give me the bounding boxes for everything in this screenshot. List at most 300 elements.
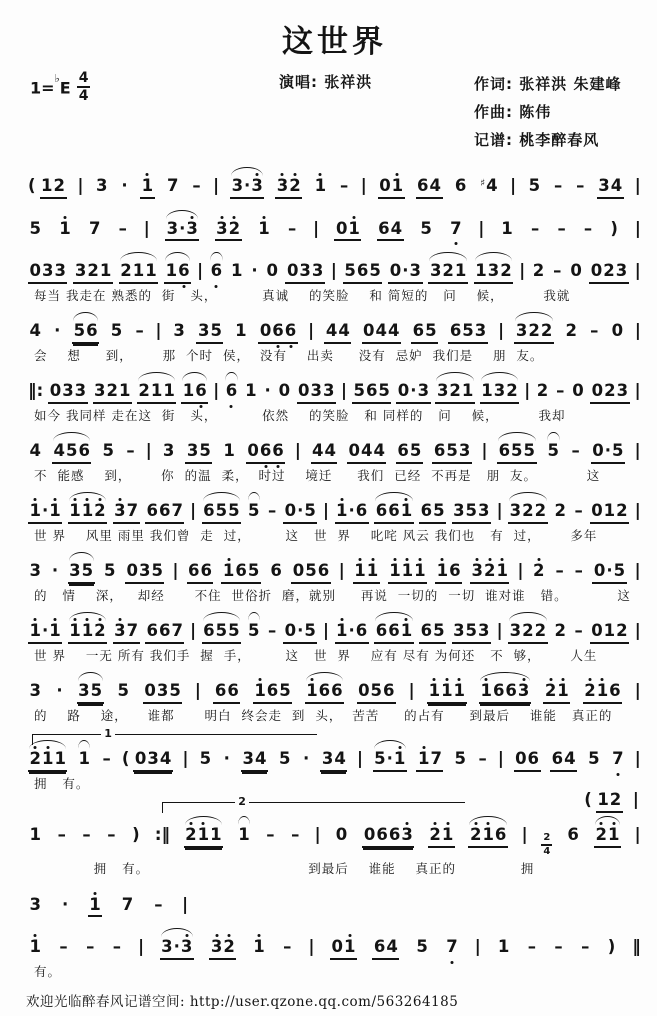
note-group: [185, 443, 212, 464]
note-digit: 0: [591, 381, 604, 400]
note-digit: 5: [588, 749, 600, 768]
note-group: [582, 218, 593, 240]
note-digit: 6: [433, 441, 446, 460]
note-digit: 0: [611, 321, 624, 340]
note-digits: [419, 623, 446, 644]
note-digits: [215, 218, 242, 242]
note-digits: [532, 563, 546, 582]
note-digit: 6: [284, 321, 297, 340]
note-group: [347, 443, 386, 464]
note-digits: [531, 263, 545, 282]
note-digit: 3: [242, 749, 254, 768]
note-group: [508, 503, 547, 524]
note-digits: [209, 263, 223, 282]
note-group: [68, 503, 107, 524]
dash-rest: –: [553, 176, 563, 195]
note-group: [209, 263, 223, 282]
note-digit: 2: [522, 501, 534, 520]
note-group: [28, 751, 67, 772]
note-group: [196, 323, 223, 344]
note-digit: 1: [497, 937, 510, 956]
note-digit: 0: [335, 218, 348, 238]
note-digit: 1: [59, 218, 71, 238]
note-digit: 5: [612, 441, 624, 460]
note-digits: [187, 563, 214, 584]
note-digit: 3: [417, 381, 430, 400]
note-digit: 4: [159, 749, 172, 768]
dash-rest: –: [267, 501, 277, 520]
note-digit: 6: [178, 261, 190, 280]
note-group: [330, 939, 357, 960]
note-digit: 3: [231, 176, 244, 195]
note-group: [60, 894, 69, 916]
note-digit: 2: [536, 381, 549, 400]
note-digits: [28, 827, 42, 846]
notes-line: [26, 610, 643, 647]
note-group: [28, 323, 42, 342]
note-group: [265, 263, 279, 282]
note-digits: [320, 751, 347, 772]
note-digit: 4: [324, 441, 336, 460]
barline: |: [634, 621, 641, 641]
note-digit: 0: [515, 749, 527, 768]
notes-line: [26, 550, 643, 587]
dash-rest: –: [576, 176, 585, 195]
barline: |: [634, 261, 641, 281]
note-digits: [514, 751, 541, 772]
note-digits: [432, 443, 471, 464]
note-digit: 6: [235, 561, 247, 580]
notes-line: [26, 250, 643, 287]
note-group: [52, 443, 91, 464]
note-digit: 5: [73, 321, 86, 340]
note-group: [28, 178, 67, 199]
note-group: [134, 323, 145, 342]
note-group: [477, 751, 488, 770]
barline: |: [172, 561, 179, 581]
note-digits: [313, 178, 327, 197]
note-digits: [101, 443, 115, 462]
note-digits: [573, 623, 584, 642]
note-digit: 1: [400, 501, 413, 520]
time-signature-fraction: [541, 833, 552, 857]
transcriber-credit: 记谱: 桃李醉春风: [474, 130, 600, 149]
barline: |: [314, 825, 321, 845]
volta-bracket-2: [162, 795, 465, 813]
time-signature: [541, 833, 552, 857]
note-digits: [575, 178, 586, 197]
barline: |: [521, 825, 528, 845]
lyrics-line: 的 路 途， 谁都 明白 终会走 到 头， 苦苦 的占有 到最后 谁能 真正的: [34, 707, 613, 723]
note-digit: 4: [564, 749, 576, 768]
note-digit: 6: [355, 501, 368, 520]
note-digit: 5: [511, 441, 523, 460]
lyrics-line: 世 界 一无 所有 我们手 握 手， 这 世 界 应有 尽有 为何还 不 够， 人生: [34, 647, 598, 663]
note-digit: 2: [603, 261, 615, 280]
note-digit: 4: [312, 441, 324, 460]
note-digit: 6: [388, 825, 401, 844]
note-digit: 5: [199, 441, 211, 460]
phrase-paren: (: [121, 749, 130, 768]
duration-dot: ·: [386, 749, 393, 768]
note-digit: 6: [378, 218, 390, 238]
note-digit: 1: [501, 218, 513, 238]
barline: |: [474, 937, 481, 957]
note-group: [140, 178, 154, 199]
note-digits: [72, 323, 99, 344]
note-digit: 2: [506, 381, 518, 400]
note-group: [28, 683, 42, 702]
note-digit: 1: [607, 825, 620, 844]
sharp-icon: ♯: [480, 178, 486, 189]
note-digits: [448, 323, 487, 344]
note-digit: 6: [159, 501, 171, 520]
dash-rest: –: [574, 621, 583, 640]
duration-dot: ·: [297, 621, 304, 640]
note-group: [428, 263, 467, 284]
note-digit: 2: [228, 218, 241, 238]
note-digit: 5: [247, 561, 260, 580]
note-digits: [334, 218, 361, 242]
note-group: [569, 263, 583, 282]
note-digit: 0: [49, 381, 62, 400]
note-digits: [137, 383, 176, 404]
note-digit: 0: [363, 321, 375, 340]
note-group: [362, 323, 401, 344]
note-group: [553, 503, 567, 522]
note-digits: [347, 443, 386, 464]
note-digits: [28, 894, 42, 916]
note-digit: 3: [453, 501, 465, 520]
duration-dot: ·: [51, 561, 59, 580]
note-group: [311, 443, 338, 464]
note-group: [388, 263, 422, 284]
note-digit: 4: [254, 749, 267, 768]
note-digit: 2: [106, 381, 119, 400]
note-digit: 3: [114, 501, 126, 520]
note-digit: 1: [145, 261, 157, 280]
note-group: [106, 827, 117, 846]
note-digit: 2: [604, 381, 616, 400]
note-digit: 5: [104, 561, 116, 580]
dash-rest: –: [288, 218, 297, 238]
note-digit: 3: [29, 681, 41, 700]
barline: |: [322, 501, 330, 521]
note-digits: [56, 827, 67, 846]
note-group: [266, 503, 277, 522]
note-group: [556, 218, 567, 240]
note-digit: 1: [354, 561, 366, 580]
note-digit: 2: [522, 621, 534, 640]
note-digit: 4: [386, 937, 398, 956]
note-digits: [302, 751, 311, 770]
note-digit: 3: [401, 825, 413, 844]
note-group: [592, 563, 626, 584]
note-digit: 2: [534, 621, 547, 640]
note-digit: 6: [376, 825, 388, 844]
duration-dot: ·: [251, 261, 258, 280]
note-digit: 5: [248, 501, 260, 520]
note-digit: 3: [615, 261, 628, 280]
barline: |: [496, 501, 503, 521]
note-group: [48, 383, 87, 404]
note-digit: 5: [81, 561, 94, 580]
note-group: [213, 683, 240, 704]
note-group: [28, 503, 62, 524]
lyricist-credit: 作词: 张祥洪 朱建峰: [474, 75, 622, 93]
dash-rest: –: [574, 561, 583, 580]
dash-rest: –: [590, 321, 599, 340]
note-digits: [117, 218, 128, 240]
notes-line: [26, 926, 643, 963]
note-group: [181, 383, 208, 404]
dash-rest: –: [556, 381, 565, 400]
note-digit: 3: [197, 321, 210, 340]
note-digits: [396, 383, 430, 404]
note-digit: 3: [180, 937, 193, 956]
note-group: [583, 683, 622, 704]
note-group: [95, 178, 109, 197]
note-digit: 1: [41, 176, 53, 195]
dash-rest: –: [557, 218, 566, 238]
barline: |: [312, 218, 320, 239]
note-digit: 4: [373, 441, 385, 460]
note-digit: 7: [166, 176, 179, 195]
note-group: [553, 939, 564, 958]
note-digit: 1: [165, 261, 178, 280]
note-digits: [590, 503, 629, 524]
note-group: [468, 827, 507, 848]
notes-line: [26, 208, 643, 245]
lyrics-line: 拥 有。: [34, 775, 90, 791]
note-group: [241, 751, 268, 772]
note-digit: 1: [436, 561, 449, 580]
note-digits: [269, 563, 283, 582]
note-group: [269, 563, 283, 582]
duration-dot: ·: [54, 321, 61, 340]
barline: |: [294, 441, 301, 461]
note-digit: 5: [454, 749, 466, 768]
barline: |: [330, 261, 338, 281]
volta-number: 1: [101, 727, 115, 740]
note-digits: [470, 563, 509, 584]
note-group: [396, 443, 423, 464]
note-group: [28, 563, 42, 582]
music-system-verse-2-line-2: [26, 430, 643, 484]
note-digit: 1: [81, 501, 94, 520]
note-digits: [28, 623, 62, 644]
note-digit: 4: [486, 176, 498, 195]
note-group: [258, 323, 297, 344]
note-digit: 2: [429, 825, 441, 844]
note-group: [452, 503, 491, 524]
note-digit: 6: [373, 937, 386, 956]
note-digit: 2: [94, 501, 106, 520]
note-digit: 5: [446, 441, 458, 460]
dash-rest: –: [107, 825, 116, 844]
duration-dot: ·: [223, 749, 230, 768]
note-digits: [479, 178, 499, 197]
note-digits: [60, 894, 69, 916]
note-group: [573, 623, 584, 642]
note-digit: 6: [270, 561, 282, 580]
note-group: [111, 939, 122, 958]
note-group: [610, 323, 624, 342]
note-group: [290, 827, 301, 846]
note-digit: 5: [248, 621, 260, 640]
note-group: [253, 683, 292, 704]
note-digit: 0: [284, 621, 297, 640]
note-digits: [119, 263, 158, 284]
note-digits: [125, 443, 136, 462]
note-digits: [77, 683, 104, 704]
note-digit: 6: [412, 321, 425, 340]
note-digit: 5: [369, 261, 381, 280]
note-digits: [427, 683, 466, 704]
note-digit: 5: [102, 441, 114, 460]
barline: |: [213, 381, 220, 401]
note-digits: [165, 218, 199, 242]
note-digit: 1: [81, 621, 94, 640]
barline: |: [143, 218, 150, 239]
barline: |: [510, 176, 517, 196]
dash-rest: –: [126, 441, 135, 460]
note-digit: 2: [533, 561, 545, 580]
note-group: [419, 623, 446, 644]
note-digits: [250, 263, 259, 282]
note-digit: 3: [41, 261, 54, 280]
note-digit: 0: [363, 825, 376, 844]
volta-bracket-1: [32, 727, 317, 745]
music-system-outro-line-1: [26, 884, 643, 921]
note-group: [275, 178, 302, 199]
note-digit: 6: [195, 381, 207, 400]
note-digit: 1: [475, 261, 487, 280]
note-digit: 3: [478, 621, 490, 640]
duration-dot: ·: [264, 381, 271, 400]
note-digit: 5: [305, 561, 317, 580]
note-group: [109, 323, 123, 342]
duration-dot: ·: [606, 561, 613, 580]
barline: |: [182, 749, 189, 769]
note-digits: [352, 383, 391, 404]
note-digit: 5: [547, 441, 559, 460]
note-digits: [573, 563, 584, 582]
note-group: [335, 623, 369, 644]
note-group: [535, 383, 549, 402]
lyrics-line: 世 界 风里 雨里 我们曾 走 过， 这 世 界 叱咤 风云 我们也 有 过， 多年: [34, 527, 598, 543]
duration-dot: ·: [61, 894, 69, 914]
note-digits: [253, 683, 292, 704]
note-digit: 1: [336, 621, 348, 640]
note-digits: [283, 623, 317, 644]
barline: |: [408, 681, 415, 701]
note-digits: [324, 323, 351, 344]
music-system-verse-1-line-1: [26, 250, 643, 304]
notes-line: [26, 490, 643, 527]
notes-line: [26, 884, 643, 921]
note-digits: [497, 443, 536, 464]
note-digit: 2: [534, 501, 547, 520]
note-digit: 5: [29, 218, 41, 238]
note-group: [68, 563, 95, 584]
note-digit: 4: [387, 321, 400, 340]
note-digit: 2: [185, 825, 197, 844]
note-group: [611, 751, 625, 770]
note-digit: 1: [222, 561, 235, 580]
note-digits: [388, 263, 422, 284]
note-group: [77, 751, 91, 770]
note-group: [416, 178, 443, 199]
note-digits: [550, 751, 577, 772]
note-digits: [573, 503, 584, 522]
note-digits: [419, 503, 446, 524]
note-digit: 2: [540, 321, 553, 340]
time-signature: 4 4: [78, 70, 89, 104]
note-digit: 0: [298, 381, 310, 400]
note-group: [266, 623, 277, 642]
note-digits: [594, 827, 621, 848]
note-digit: 2: [584, 681, 596, 700]
note-digits: [198, 751, 212, 770]
note-group: [222, 751, 231, 770]
note-digit: 2: [120, 261, 132, 280]
note-digits: [500, 218, 514, 240]
note-digits: [374, 623, 413, 644]
note-digit: 3: [474, 321, 487, 340]
note-digit: 1: [417, 749, 430, 768]
note-digit: 1: [306, 681, 318, 700]
dash-rest: –: [283, 937, 292, 956]
note-digit: 0: [292, 561, 305, 580]
note-group: [164, 263, 191, 284]
note-digits: [145, 623, 184, 644]
note-digit: 1: [235, 321, 247, 340]
barline: |: [481, 441, 488, 461]
note-digit: 6: [266, 681, 279, 700]
note-group: [137, 383, 176, 404]
note-digits: [291, 563, 330, 584]
note-group: [435, 383, 474, 404]
note-group: [589, 323, 600, 342]
music-system-ending-2-line: [26, 790, 643, 878]
note-digit: 3: [478, 501, 490, 520]
note-digit: 3: [493, 381, 506, 400]
note-group: [388, 563, 427, 584]
note-digits: [589, 323, 600, 342]
note-digit: 0: [591, 501, 603, 520]
note-digit: 1: [454, 261, 467, 280]
note-digit: 3: [69, 561, 81, 580]
note-digit: 2: [554, 621, 567, 640]
note-digits: [222, 443, 236, 462]
note-group: [531, 263, 545, 282]
note-group: [377, 218, 404, 242]
dash-rest: –: [86, 937, 95, 956]
note-digits: [258, 323, 297, 344]
note-digits: [610, 323, 624, 342]
note-digits: [266, 503, 277, 522]
music-system-chorus-2-line-1: [26, 610, 643, 664]
note-digit: 1: [482, 825, 494, 844]
note-digits: [28, 263, 67, 284]
note-digit: 0: [379, 176, 391, 195]
note-digit: 1: [29, 937, 41, 956]
note-digit: 0: [284, 501, 297, 520]
note-digits: [335, 503, 369, 524]
note-digit: 3: [186, 441, 199, 460]
note-digits: [571, 383, 585, 402]
